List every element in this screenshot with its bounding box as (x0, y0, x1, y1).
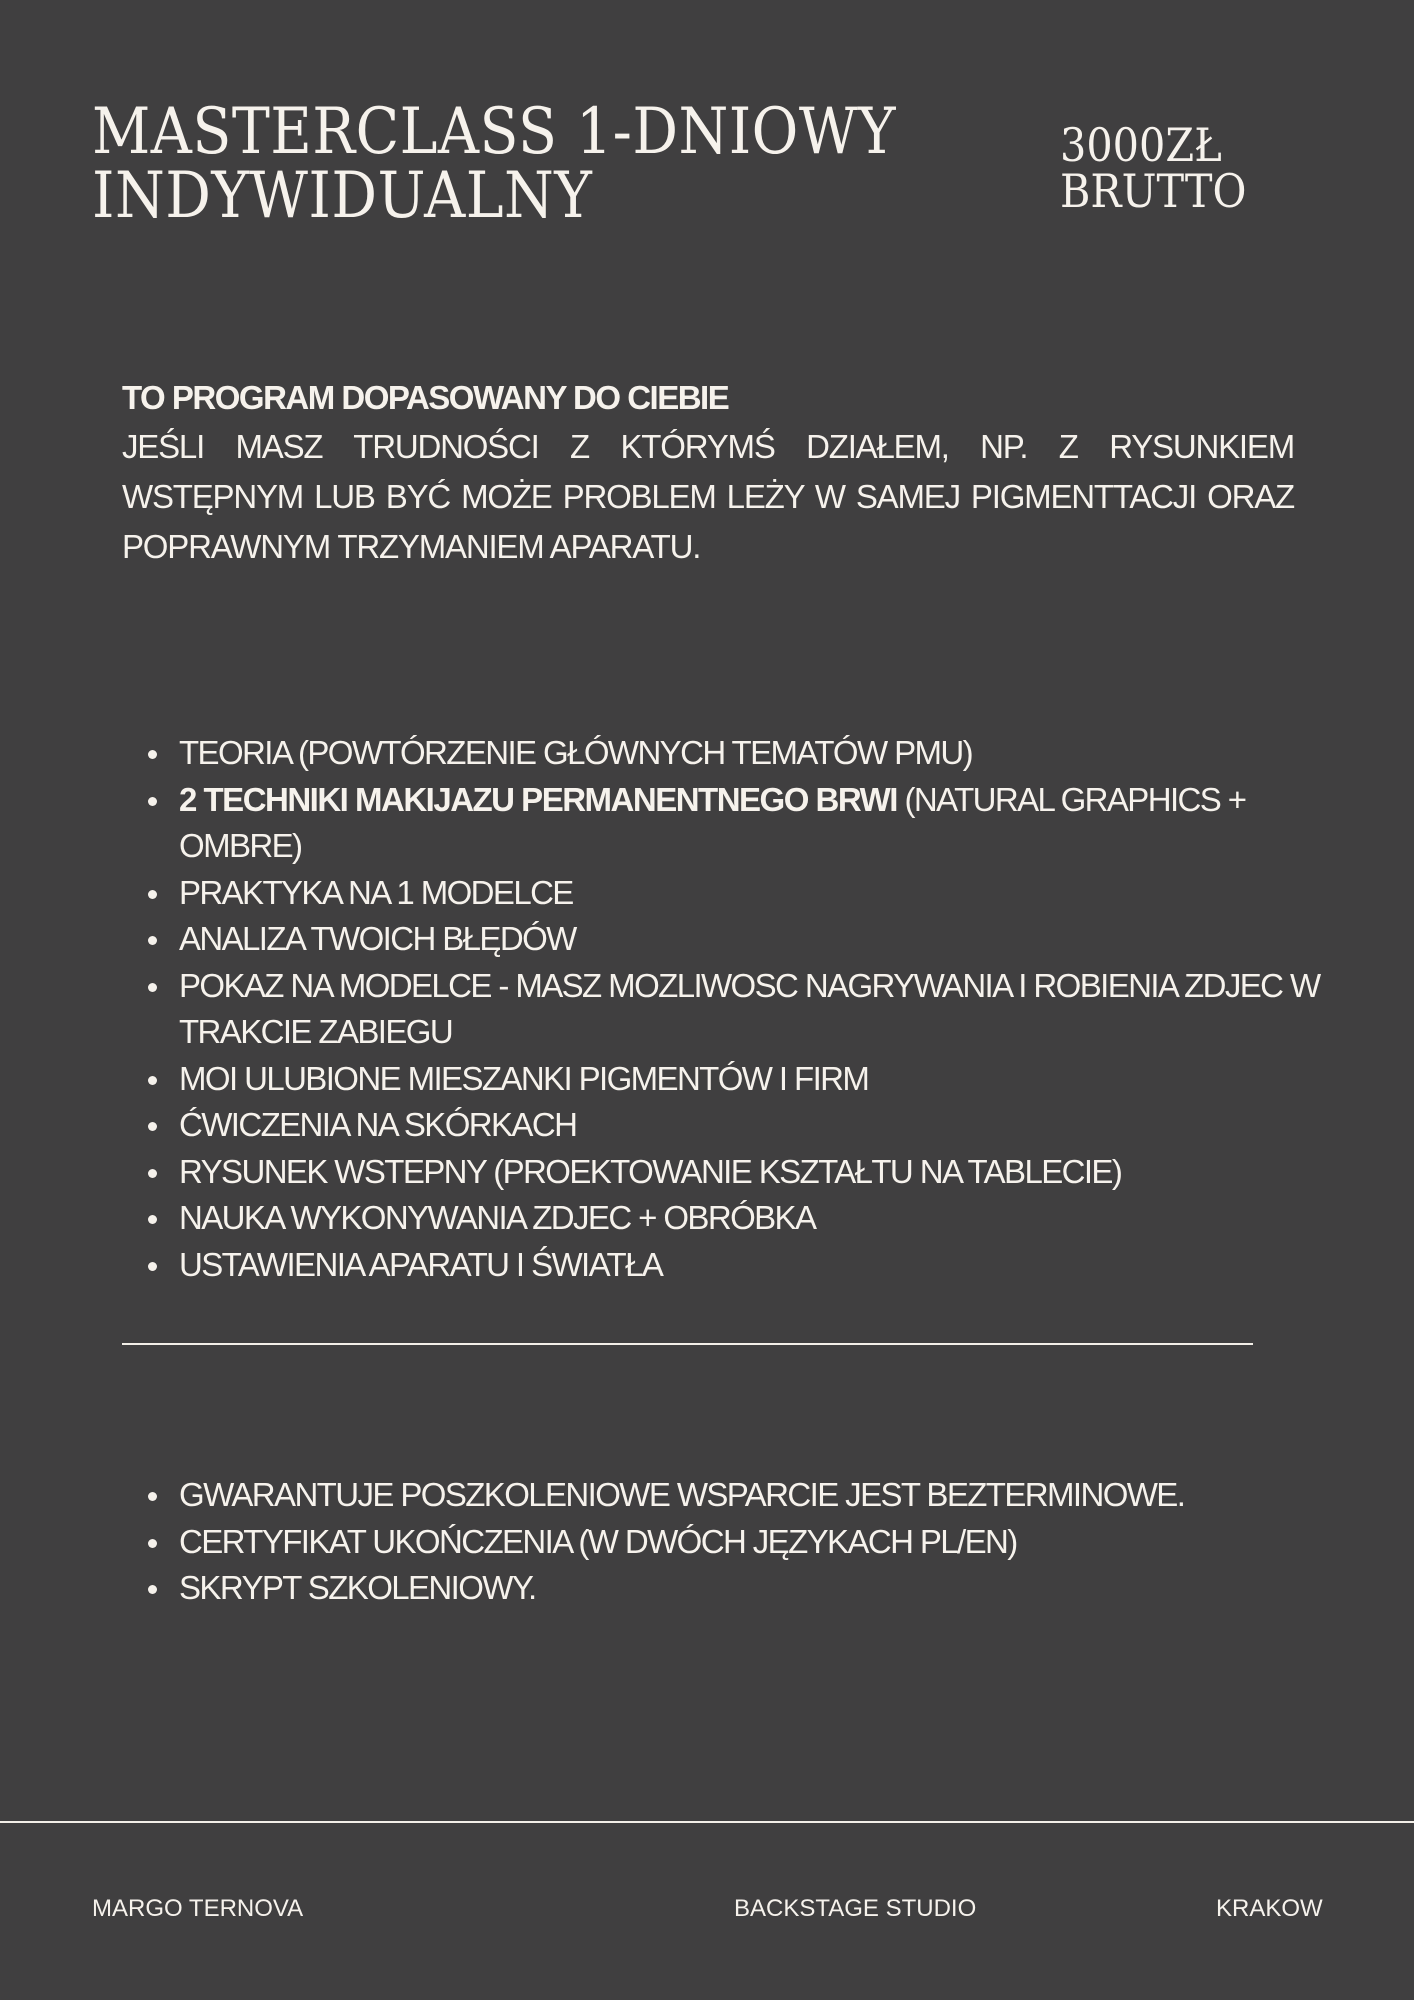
title-line-2: INDYWIDUALNY (92, 159, 593, 233)
list-item (122, 1242, 1362, 1289)
intro-text: JEŚLI MASZ TRUDNOŚCI Z KTÓRYMŚ DZIAŁEM, NP. Z RYSUNKIEM WSTĘPNYM LUB BYĆ MOŻE PROBLEM LEŻY W SAMEJ PIGMENTTACJI ORAZ POPRAWNYM TRZYMANIEM APARATU. (122, 428, 1294, 565)
bullet-icon (148, 1585, 157, 1594)
bullet-icon (148, 1262, 157, 1271)
list-item (122, 1149, 1362, 1196)
list-item-text: NAUKA WYKONYWANIA ZDJEC + OBRÓBKA (179, 1199, 816, 1236)
list-item-text: TEORIA (POWTÓRZENIE GŁÓWNYCH TEMATÓW PMU) (179, 734, 973, 771)
list-item-text: (NATURAL GRAPHICS + OMBRE) (179, 780, 1246, 864)
bonus-list (122, 1472, 1302, 1612)
list-item (122, 1519, 1302, 1566)
section-divider (122, 1343, 1253, 1345)
bullet-icon (148, 1169, 157, 1178)
bullet-icon (148, 936, 157, 945)
list-item (122, 1565, 1302, 1612)
bullet-icon (148, 890, 157, 899)
list-item-bold-text: 2 TECHNIKI MAKIJAZU PERMANENTNEGO BRWI (179, 780, 897, 818)
list-item-text: POKAZ NA MODELCE - MASZ MOZLIWOSC NAGRYWANIA I ROBIENIA ZDJEC W TRAKCIE ZABIEGU (179, 966, 1320, 1050)
bullet-icon (148, 750, 157, 759)
bullet-icon (148, 797, 157, 806)
list-item (122, 730, 1362, 777)
list-item-text: ANALIZA TWOICH BŁĘDÓW (179, 920, 576, 957)
list-item (122, 870, 1362, 917)
price-gross-label: BRUTTO (1060, 164, 1247, 218)
list-item-text: GWARANTUJE POSZKOLENIOWE WSPARCIE JEST BEZTERMINOWE. (179, 1476, 1185, 1513)
price-label (1060, 118, 1247, 218)
list-item (122, 1056, 1362, 1103)
footer-city: KRAKOW (1216, 1895, 1323, 1922)
list-item-text: CERTYFIKAT UKOŃCZENIA (W DWÓCH JĘZYKACH PL/EN) (179, 1522, 1017, 1560)
list-item (122, 1102, 1362, 1149)
list-item (122, 916, 1362, 963)
footer-name: MARGO TERNOVA (92, 1895, 304, 1922)
list-item (122, 963, 1362, 1056)
bullet-icon (148, 983, 157, 992)
intro-section (122, 374, 1294, 572)
page-title (92, 95, 896, 233)
list-item (122, 1195, 1362, 1242)
list-item-text: SKRYPT SZKOLENIOWY. (179, 1569, 536, 1606)
bullet-icon (148, 1492, 157, 1501)
list-item-text: RYSUNEK WSTEPNY (PROEKTOWANIE KSZTAŁTU NA TABLECIE) (179, 1152, 1122, 1190)
footer-divider (0, 1821, 1414, 1823)
list-item (122, 777, 1362, 870)
list-item-text: USTAWIENIA APARATU I ŚWIATŁA (179, 1245, 663, 1283)
list-item (122, 1472, 1302, 1519)
list-item-text: ĆWICZENIA NA SKÓRKACH (179, 1106, 577, 1143)
bullet-icon (148, 1122, 157, 1131)
footer-studio: BACKSTAGE STUDIO (734, 1895, 977, 1922)
list-item-text: MOI ULUBIONE MIESZANKI PIGMENTÓW I FIRM (179, 1059, 869, 1097)
price-amount: 3000ZŁ (1060, 118, 1222, 172)
bullet-icon (148, 1076, 157, 1085)
bullet-icon (148, 1215, 157, 1224)
program-list (122, 730, 1362, 1288)
bullet-icon (148, 1539, 157, 1548)
list-item-text: PRAKTYKA NA 1 MODELCE (179, 873, 573, 911)
intro-heading: TO PROGRAM DOPASOWANY DO CIEBIE (122, 379, 729, 416)
title-line-1: MASTERCLASS 1-DNIOWY (92, 95, 896, 169)
